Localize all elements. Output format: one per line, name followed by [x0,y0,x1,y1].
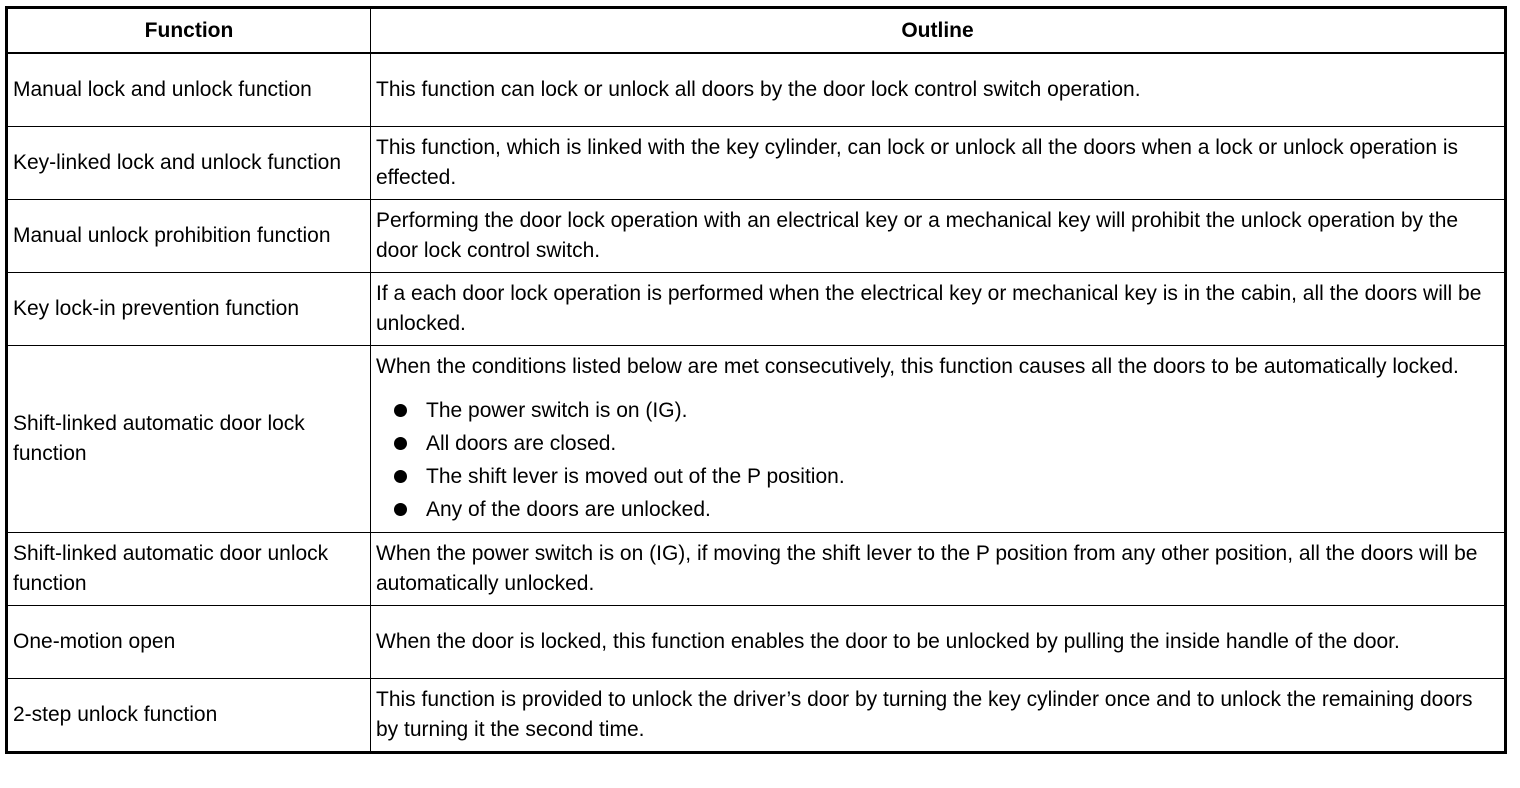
function-outline-table [5,6,1507,754]
table-row [7,679,1506,753]
condition-item [376,460,1500,493]
column-header-outline: Outline [371,8,1506,54]
condition-text: The shift lever is moved out of the P position. [426,465,845,488]
function-cell: Manual lock and unlock function [7,53,371,127]
outline-cell [371,346,1506,533]
outline-cell: This function can lock or unlock all doors by the door lock control switch operation. [371,53,1506,127]
bullet-icon [394,503,407,516]
table-row [7,533,1506,606]
table-row [7,53,1506,127]
table-row [7,346,1506,533]
outline-cell: When the door is locked, this function enables the door to be unlocked by pulling the inside handle of the door. [371,606,1506,679]
condition-list [376,394,1500,526]
function-outline-table-container [5,6,1507,754]
bullet-icon [394,404,407,417]
outline-cell: This function is provided to unlock the driver’s door by turning the key cylinder once and to unlock the remaining doors by turning it the second time. [371,679,1506,753]
table-row [7,200,1506,273]
function-cell: 2-step unlock function [7,679,371,753]
function-cell: Manual unlock prohibition function [7,200,371,273]
condition-item [376,394,1500,427]
condition-text: All doors are closed. [426,432,617,455]
outline-cell: Performing the door lock operation with an electrical key or a mechanical key will prohibit the unlock operation by the door lock control switch. [371,200,1506,273]
function-cell: One-motion open [7,606,371,679]
outline-cell: If a each door lock operation is performed when the electrical key or mechanical key is in the cabin, all the doors will be unlocked. [371,273,1506,346]
condition-item [376,427,1500,460]
function-cell: Key-linked lock and unlock function [7,127,371,200]
table-row [7,606,1506,679]
table-row [7,273,1506,346]
outline-cell: When the power switch is on (IG), if moving the shift lever to the P position from any other position, all the doors will be automatically unlocked. [371,533,1506,606]
outline-text: When the conditions listed below are met consecutively, this function causes all the doors to be automatically locked. [376,355,1459,378]
condition-text: Any of the doors are unlocked. [426,498,711,521]
function-cell: Key lock-in prevention function [7,273,371,346]
function-cell: Shift-linked automatic door lock function [7,346,371,533]
bullet-icon [394,470,407,483]
column-header-function: Function [7,8,371,54]
bullet-icon [394,437,407,450]
table-header-row [7,8,1506,54]
table-row [7,127,1506,200]
outline-cell: This function, which is linked with the key cylinder, can lock or unlock all the doors when a lock or unlock operation is effected. [371,127,1506,200]
function-cell: Shift-linked automatic door unlock function [7,533,371,606]
condition-text: The power switch is on (IG). [426,399,688,422]
condition-item [376,493,1500,526]
